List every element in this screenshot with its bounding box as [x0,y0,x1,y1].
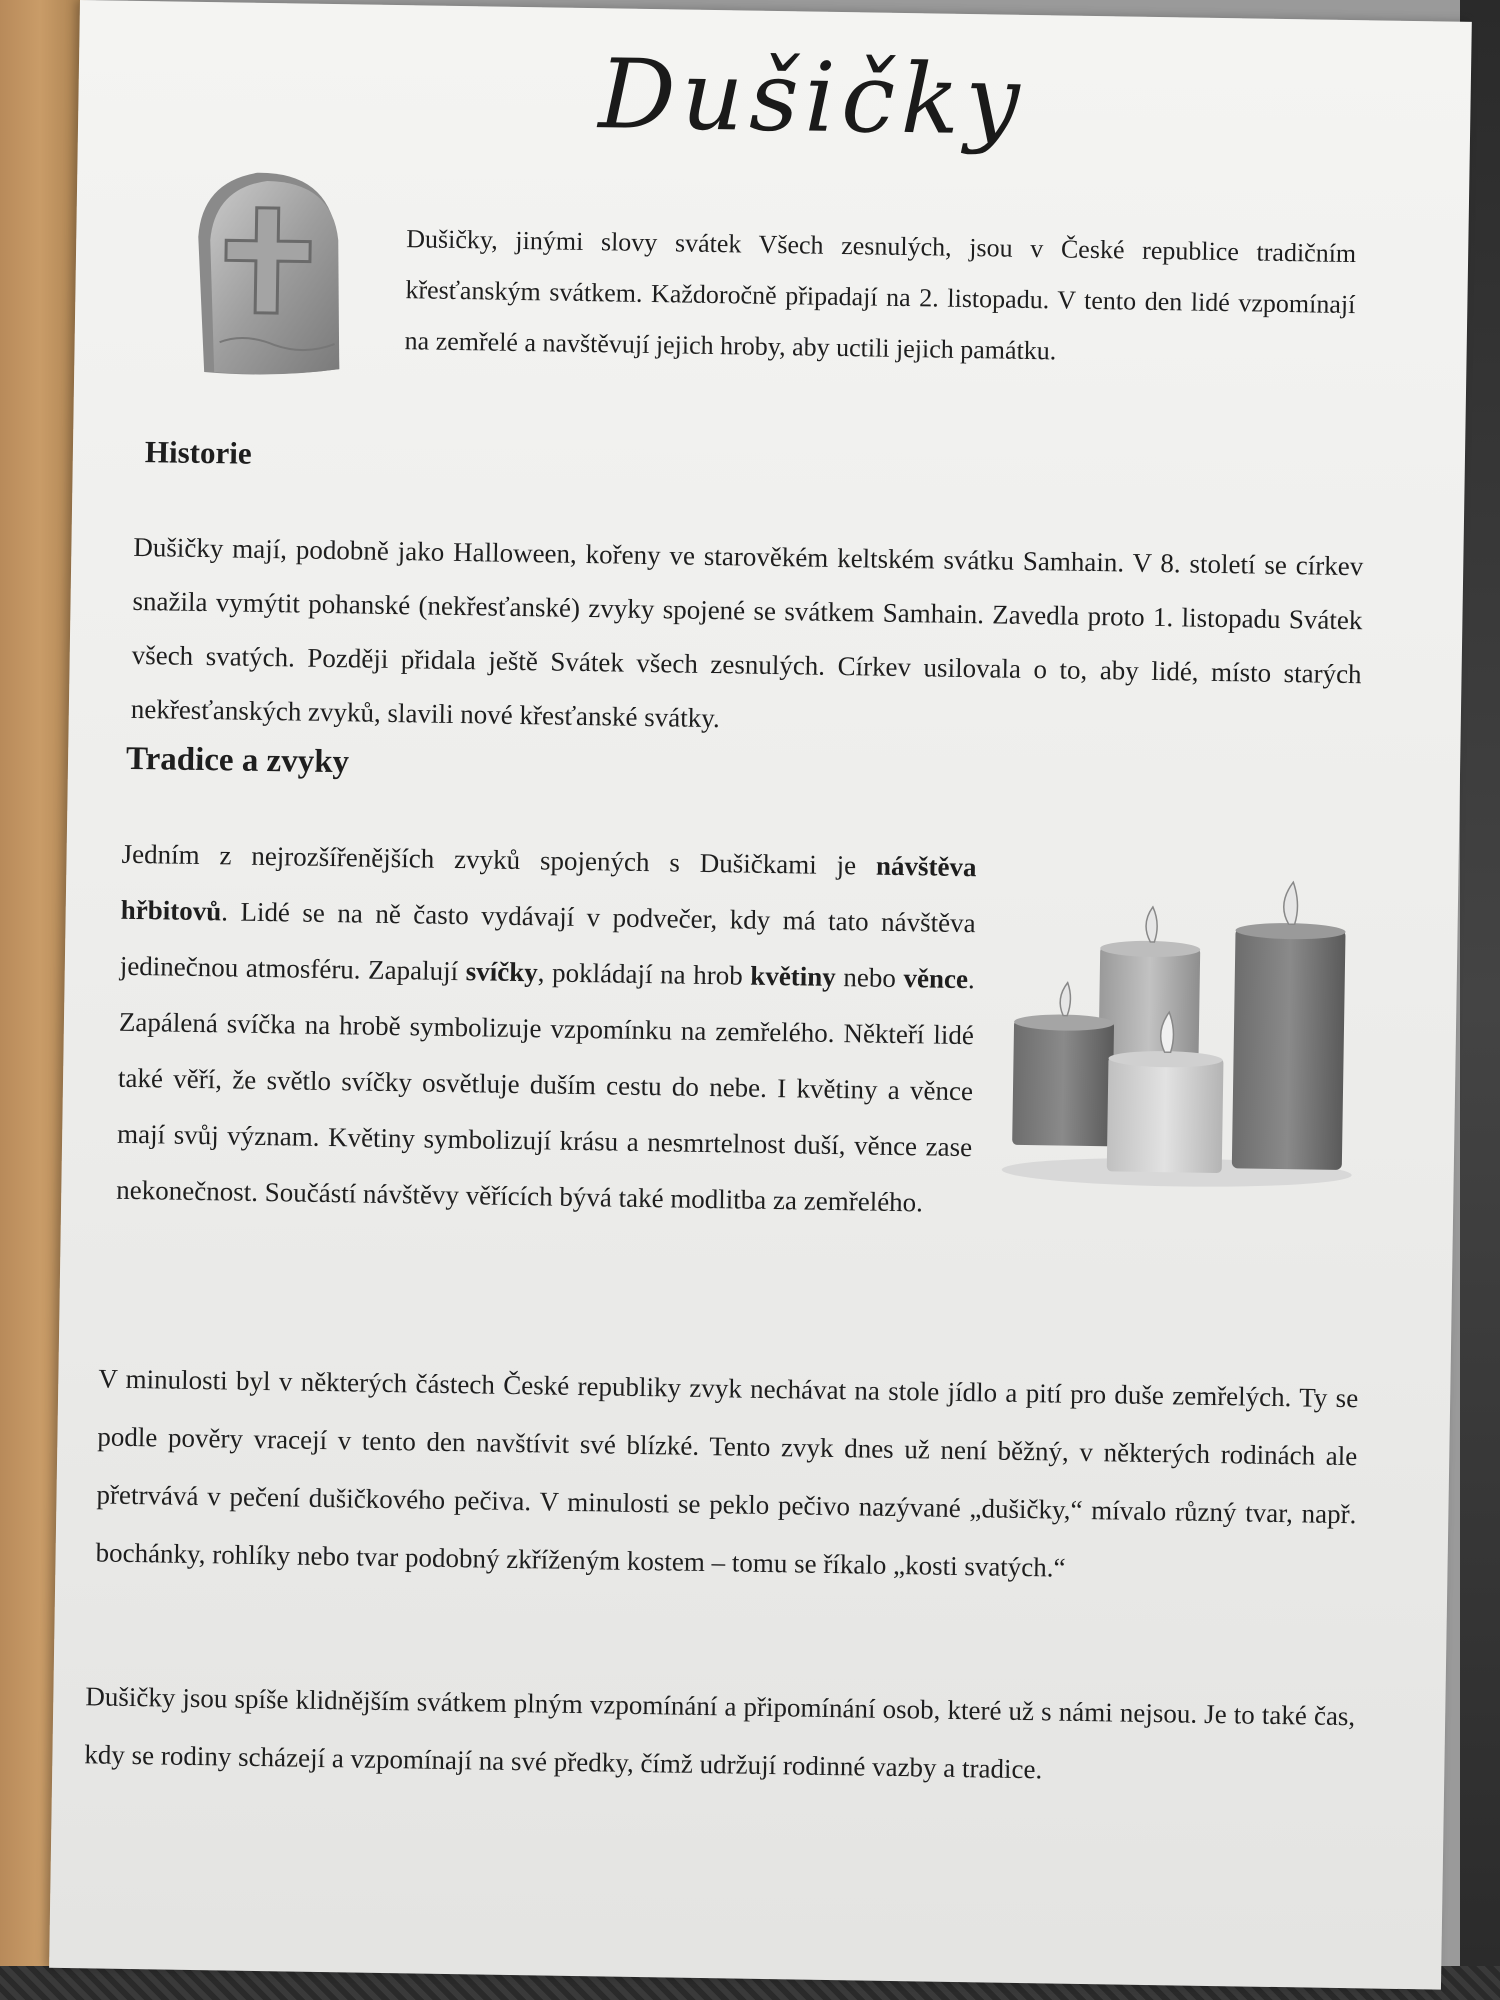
historie-heading: Historie [144,434,252,471]
intro-paragraph: Dušičky, jinými slovy svátek Všech zesnulých, jsou v České republice tradičním křesťanským svátkem. Každoročně připadají na 2. listopadu. V tento den lidé vzpomínají na zemřelé a navštěvují jejich hroby, aby uctili jejich památku. [404,224,1357,366]
tradice-paragraph-1: Jedním z nejrozšířenějších zvyků spojených s Dušičkami je návštěva hřbitovů. Lidé se na ně často vydávají v podvečer, kdy má tato návštěva jedinečnou atmosféru. Zapalují svíčky, pokládají na hrob květiny nebo věnce. Zapálená svíčka na hrobě symbolizuje vzpomínku na zemřelého. Někteří lidé také věří, že světlo svíčky osvětluje duším cestu do nebe. I květiny a věnce mají svůj význam. Květiny symbolizují krásu a nesmrtelnost duší, věnce zase nekonečnost. Součástí návštěvy věřících bývá také modlitba za zemřelého. [116,838,977,1218]
tombstone-illustration [184,162,347,379]
tradice-heading: Tradice a zvyky [125,740,350,781]
candles-illustration [996,870,1361,1201]
highlight-vence: věnce [903,963,969,995]
highlight-kvetiny: květiny [750,960,837,992]
tradice-paragraph-2: V minulosti byl v některých částech České republiky zvyk nechávat na stole jídlo a pití pro duše zemřelých. Ty se podle pověry vracejí v tento den navštívit své blízké. Tento zvyk dnes už není běžný, v některých rodinách ale přetrvává v pečení dušičkového pečiva. V minulosti se peklo pečivo nazývané „dušičky,“ mívalo různý tvar, např. bochánky, rohlíky nebo tvar podobný zkříženým kostem – tomu se říkalo „kosti svatých.“ [95,1363,1359,1583]
closing-paragraph: Dušičky jsou spíše klidnějším svátkem plným vzpomínání a připomínání osob, které už s námi nejsou. Je to také čas, kdy se rodiny scházejí a vzpomínají na své předky, čímž udržují rodinné vazby a tradice. [84,1681,1356,1785]
highlight-svicky: svíčky [465,956,538,988]
paper-sheet [49,0,1472,1990]
highlight-navsteva-hrbitovu: návštěva hřbitovů [120,850,977,927]
page-title: Dušičky [597,38,1027,157]
historie-paragraph: Dušičky mají, podobně jako Halloween, kořeny ve starověkém keltském svátku Samhain. V 8. století se církev snažila vymýtit pohanské (nekřesťanské) zvyky spojené se svátkem Samhain. Zavedla proto 1. listopadu Svátek všech svatých. Později přidala ještě Svátek všech zesnulých. Církev usilovala o to, aby lidé, místo starých nekřesťanských zvyků, slavili nové křesťanské svátky. [130,531,1364,734]
